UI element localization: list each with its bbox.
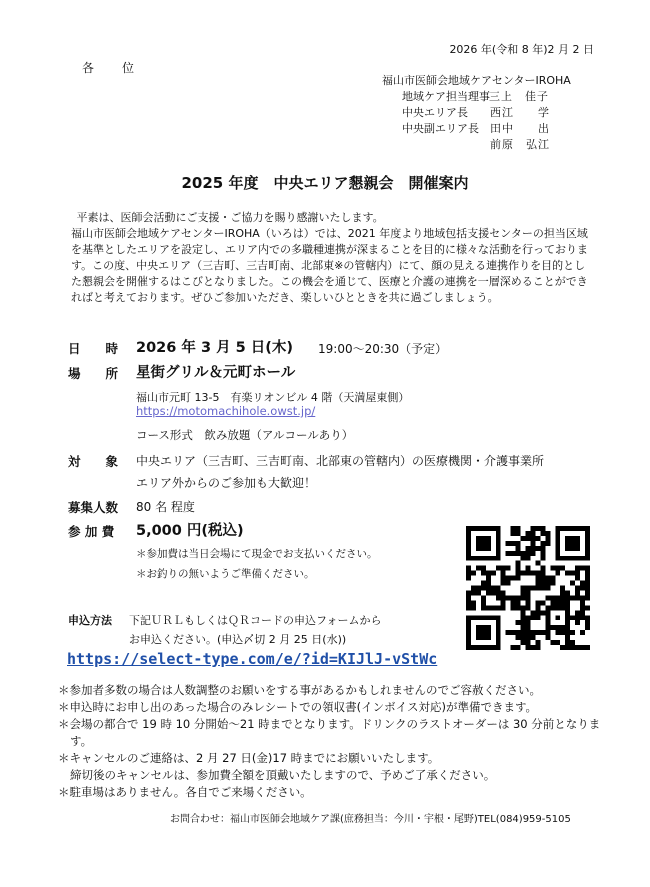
note-item: ＊駐車場はありません。各自でご来場ください。: [58, 785, 312, 799]
qr-code-icon[interactable]: [466, 526, 590, 650]
capacity-label: 募集人数: [68, 500, 119, 515]
addressee: 各 位: [82, 61, 143, 75]
page-title: 2025 年度 中央エリア懇親会 開催案内: [181, 174, 469, 192]
target-label: 対 象: [68, 454, 119, 469]
intro-paragraph: 福山市医師会地域ケアセンターIROHA（いろは）では、2021 年度より地域包括支援センターの担当区域を基準としたエリアを設定し、エリア内での多職種連携が深まることを目的に様々な活動を行っております。この度、中央エリア（三吉町、三吉町南、北部東※の管轄内）にて、顔の見える連携作りを目的とした懇親会を開催するはこびとなりました。この機会を通じて、医療と介護の連携を一層深めることができればと考えております。ぜひご参加いただき、楽しいひとときを共に過ごしましょう。: [71, 227, 588, 304]
venue-style: コース形式 飲み放題（アルコールあり）: [136, 428, 354, 442]
signer-role: [402, 137, 490, 153]
signer-name: 西江 学: [490, 106, 550, 119]
event-time: 19:00～20:30（予定）: [318, 342, 448, 356]
apply-url-link[interactable]: https://select-type.com/e/?id=KIJlJ-vStWc: [67, 650, 438, 668]
fee-value: 5,000 円(税込): [136, 523, 244, 539]
note-item: 締切後のキャンセルは、参加費全額を頂戴いたしますので、予めご了承ください。: [70, 768, 496, 782]
signer-role: 中央エリア長: [402, 106, 468, 119]
signer-name: 田中 出: [490, 122, 550, 135]
target-extra: エリア外からのご参加も大歓迎！: [136, 476, 317, 490]
apply-text: 下記ＵＲＬもしくはＱＲコードの申込フォームから: [129, 614, 382, 627]
note-item: ＊申込時にお申し出のあった場合のみレシートでの領収書(インボイス対応)が準備できます。: [58, 700, 538, 714]
venue-name: 星街グリル＆元町ホール: [136, 365, 296, 381]
signer-role: 中央副エリア長: [402, 122, 479, 135]
sender-org: 福山市医師会地域ケアセンターIROHA: [382, 74, 571, 87]
intro-text: [71, 210, 591, 306]
signer-name: 三上 佳子: [489, 90, 549, 103]
note-item: ＊参加者多数の場合は人数調整のお願いをする事があるかもしれませんのでご容赦ください。: [58, 683, 541, 697]
venue-label: 場 所: [68, 366, 119, 381]
fee-label: 参 加 費: [68, 524, 115, 539]
venue-url-link[interactable]: https://motomachihole.owst.jp/: [136, 404, 316, 418]
event-date: 2026 年 3 月 5 日(木): [136, 340, 294, 356]
signer-name: 前原 弘江: [490, 138, 550, 151]
note-item: ＊会場の都合で 19 時 10 分開始～21 時までとなります。ドリンクのラストオーダーは 30 分前となります。: [58, 717, 601, 748]
document-date: 2026 年(令和 8 年)2 月 2 日: [449, 43, 594, 56]
sender-block: [382, 73, 571, 153]
target-value: 中央エリア（三吉町、三吉町南、北部東の管轄内）の医療機関・介護事業所: [136, 454, 545, 468]
signer-row: [382, 105, 571, 121]
signer-row: [382, 137, 571, 153]
intro-paragraph: 平素は、医師会活動にご支援・ご協力を賜り感謝いたします。: [76, 211, 384, 224]
apply-deadline: お申込ください。(申込〆切 2 月 25 日(水)): [129, 633, 347, 646]
venue-address: 福山市元町 13-5 有楽リオンビル 4 階（天満屋東側）: [136, 391, 410, 404]
notes-list: [58, 682, 603, 801]
fee-note: ＊参加費は当日会場にて現金でお支払いください。: [136, 548, 378, 560]
signer-role: 地域ケア担当理事: [402, 90, 490, 103]
note-item: ＊キャンセルのご連絡は、2 月 27 日(金)17 時までにお願いいたします。: [58, 751, 440, 765]
datetime-label: 日 時: [68, 341, 119, 356]
signer-row: [382, 121, 571, 137]
fee-note: ＊お釣りの無いようご準備ください。: [136, 568, 315, 580]
apply-label: 申込方法: [68, 614, 112, 627]
capacity-value: 80 名 程度: [136, 500, 195, 514]
contact-footer: お問合わせ：福山市医師会地域ケア課(庶務担当：今川・宇根・尾野)TEL(084)959-5105: [170, 814, 571, 825]
signer-row: [382, 89, 571, 105]
